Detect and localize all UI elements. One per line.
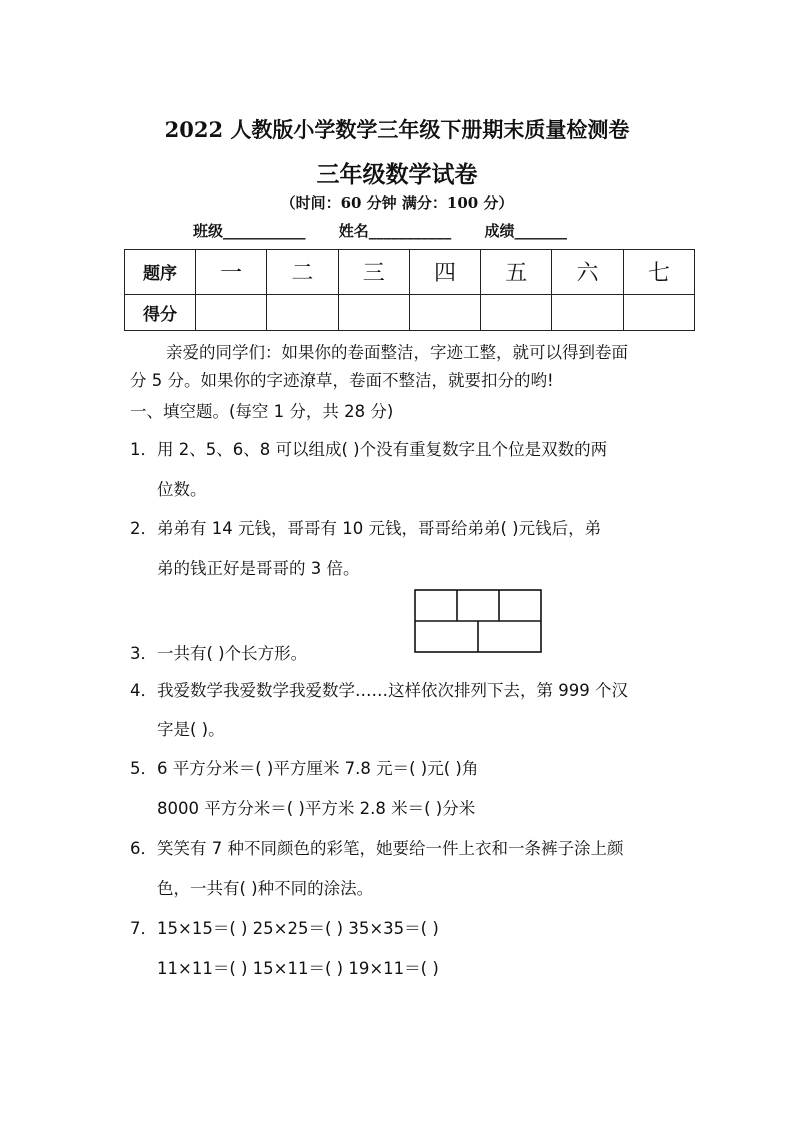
column-3: 三 [338, 250, 409, 295]
question-number: 3． [130, 644, 157, 663]
exam-time-and-score: （时间：60 分钟 满分：100 分） [280, 194, 514, 212]
question-number: 4． [130, 681, 157, 700]
column-1: 一 [196, 250, 267, 295]
question-number: 7． [130, 919, 157, 938]
question-number: 1． [130, 440, 157, 459]
question-number: 6． [130, 839, 157, 858]
rectangles-figure [414, 589, 542, 653]
score-cell-3 [338, 294, 409, 330]
score-cell-6 [552, 294, 623, 330]
question-text: 我爱数学我爱数学我爱数学……这样依次排列下去，第 999 个汉 [157, 681, 628, 700]
question-2-line-2: 弟的钱正好是哥哥的 3 倍。 [157, 559, 360, 578]
question-4 [130, 677, 628, 701]
score-cell-7 [623, 294, 694, 330]
question-text: 用 2、5、6、8 可以组成( )个没有重复数字且个位是双数的两 [157, 440, 608, 459]
score-cell-2 [267, 294, 338, 330]
question-text: 笑笑有 7 种不同颜色的彩笔，她要给一件上衣和一条裤子涂上颜 [157, 839, 624, 858]
question-1-line-2: 位数。 [157, 480, 207, 499]
score-table [124, 249, 695, 331]
score-label: 得分 [125, 294, 196, 330]
question-5-line-2: 8000 平方分米＝( )平方米 2.8 米＝( )分米 [157, 799, 476, 818]
question-7-line-2: 11×11＝( ) 15×11＝( ) 19×11＝( ) [157, 959, 439, 978]
question-number: 5． [130, 759, 157, 778]
student-info-fields [193, 220, 595, 241]
question-text: 6 平方分米＝( )平方厘米 7.8 元＝( )元( )角 [157, 759, 479, 778]
question-4-line-2: 字是( )。 [157, 720, 225, 739]
score-cell-4 [409, 294, 480, 330]
intro-line-2: 分 5 分。如果你的字迹潦草，卷面不整洁，就要扣分的哟! [130, 371, 554, 390]
class-field: 班级___________ [193, 222, 306, 240]
column-6: 六 [552, 250, 623, 295]
question-number: 2． [130, 519, 157, 538]
score-cell-1 [196, 294, 267, 330]
grade-field: 成绩_______ [484, 222, 568, 240]
question-text: 弟弟有 14 元钱，哥哥有 10 元钱，哥哥给弟弟( )元钱后，弟 [157, 519, 602, 538]
column-7: 七 [623, 250, 694, 295]
score-cell-5 [481, 294, 552, 330]
intro-line-1: 亲爱的同学们：如果你的卷面整洁，字迹工整，就可以得到卷面 [166, 343, 628, 362]
column-4: 四 [409, 250, 480, 295]
exam-title: 2022 人教版小学数学三年级下册期末质量检测卷 [164, 117, 630, 142]
column-5: 五 [481, 250, 552, 295]
question-5 [130, 755, 478, 779]
question-text: 一共有( )个长方形。 [157, 644, 308, 663]
score-table-header-row [125, 250, 695, 295]
question-6-line-2: 色，一共有( )种不同的涂法。 [157, 879, 374, 898]
question-2 [130, 515, 601, 539]
question-1 [130, 436, 607, 460]
question-6 [130, 835, 624, 859]
question-3 [130, 640, 307, 664]
question-text: 15×15＝( ) 25×25＝( ) 35×35＝( ) [157, 919, 439, 938]
exam-subtitle: 三年级数学试卷 [316, 161, 478, 188]
question-7 [130, 915, 439, 939]
name-field: 姓名___________ [338, 222, 452, 240]
question-order-label: 题序 [125, 250, 196, 295]
column-2: 二 [267, 250, 338, 295]
section-heading: 一、填空题。(每空 1 分，共 28 分) [130, 402, 394, 421]
score-table-score-row [125, 294, 695, 330]
